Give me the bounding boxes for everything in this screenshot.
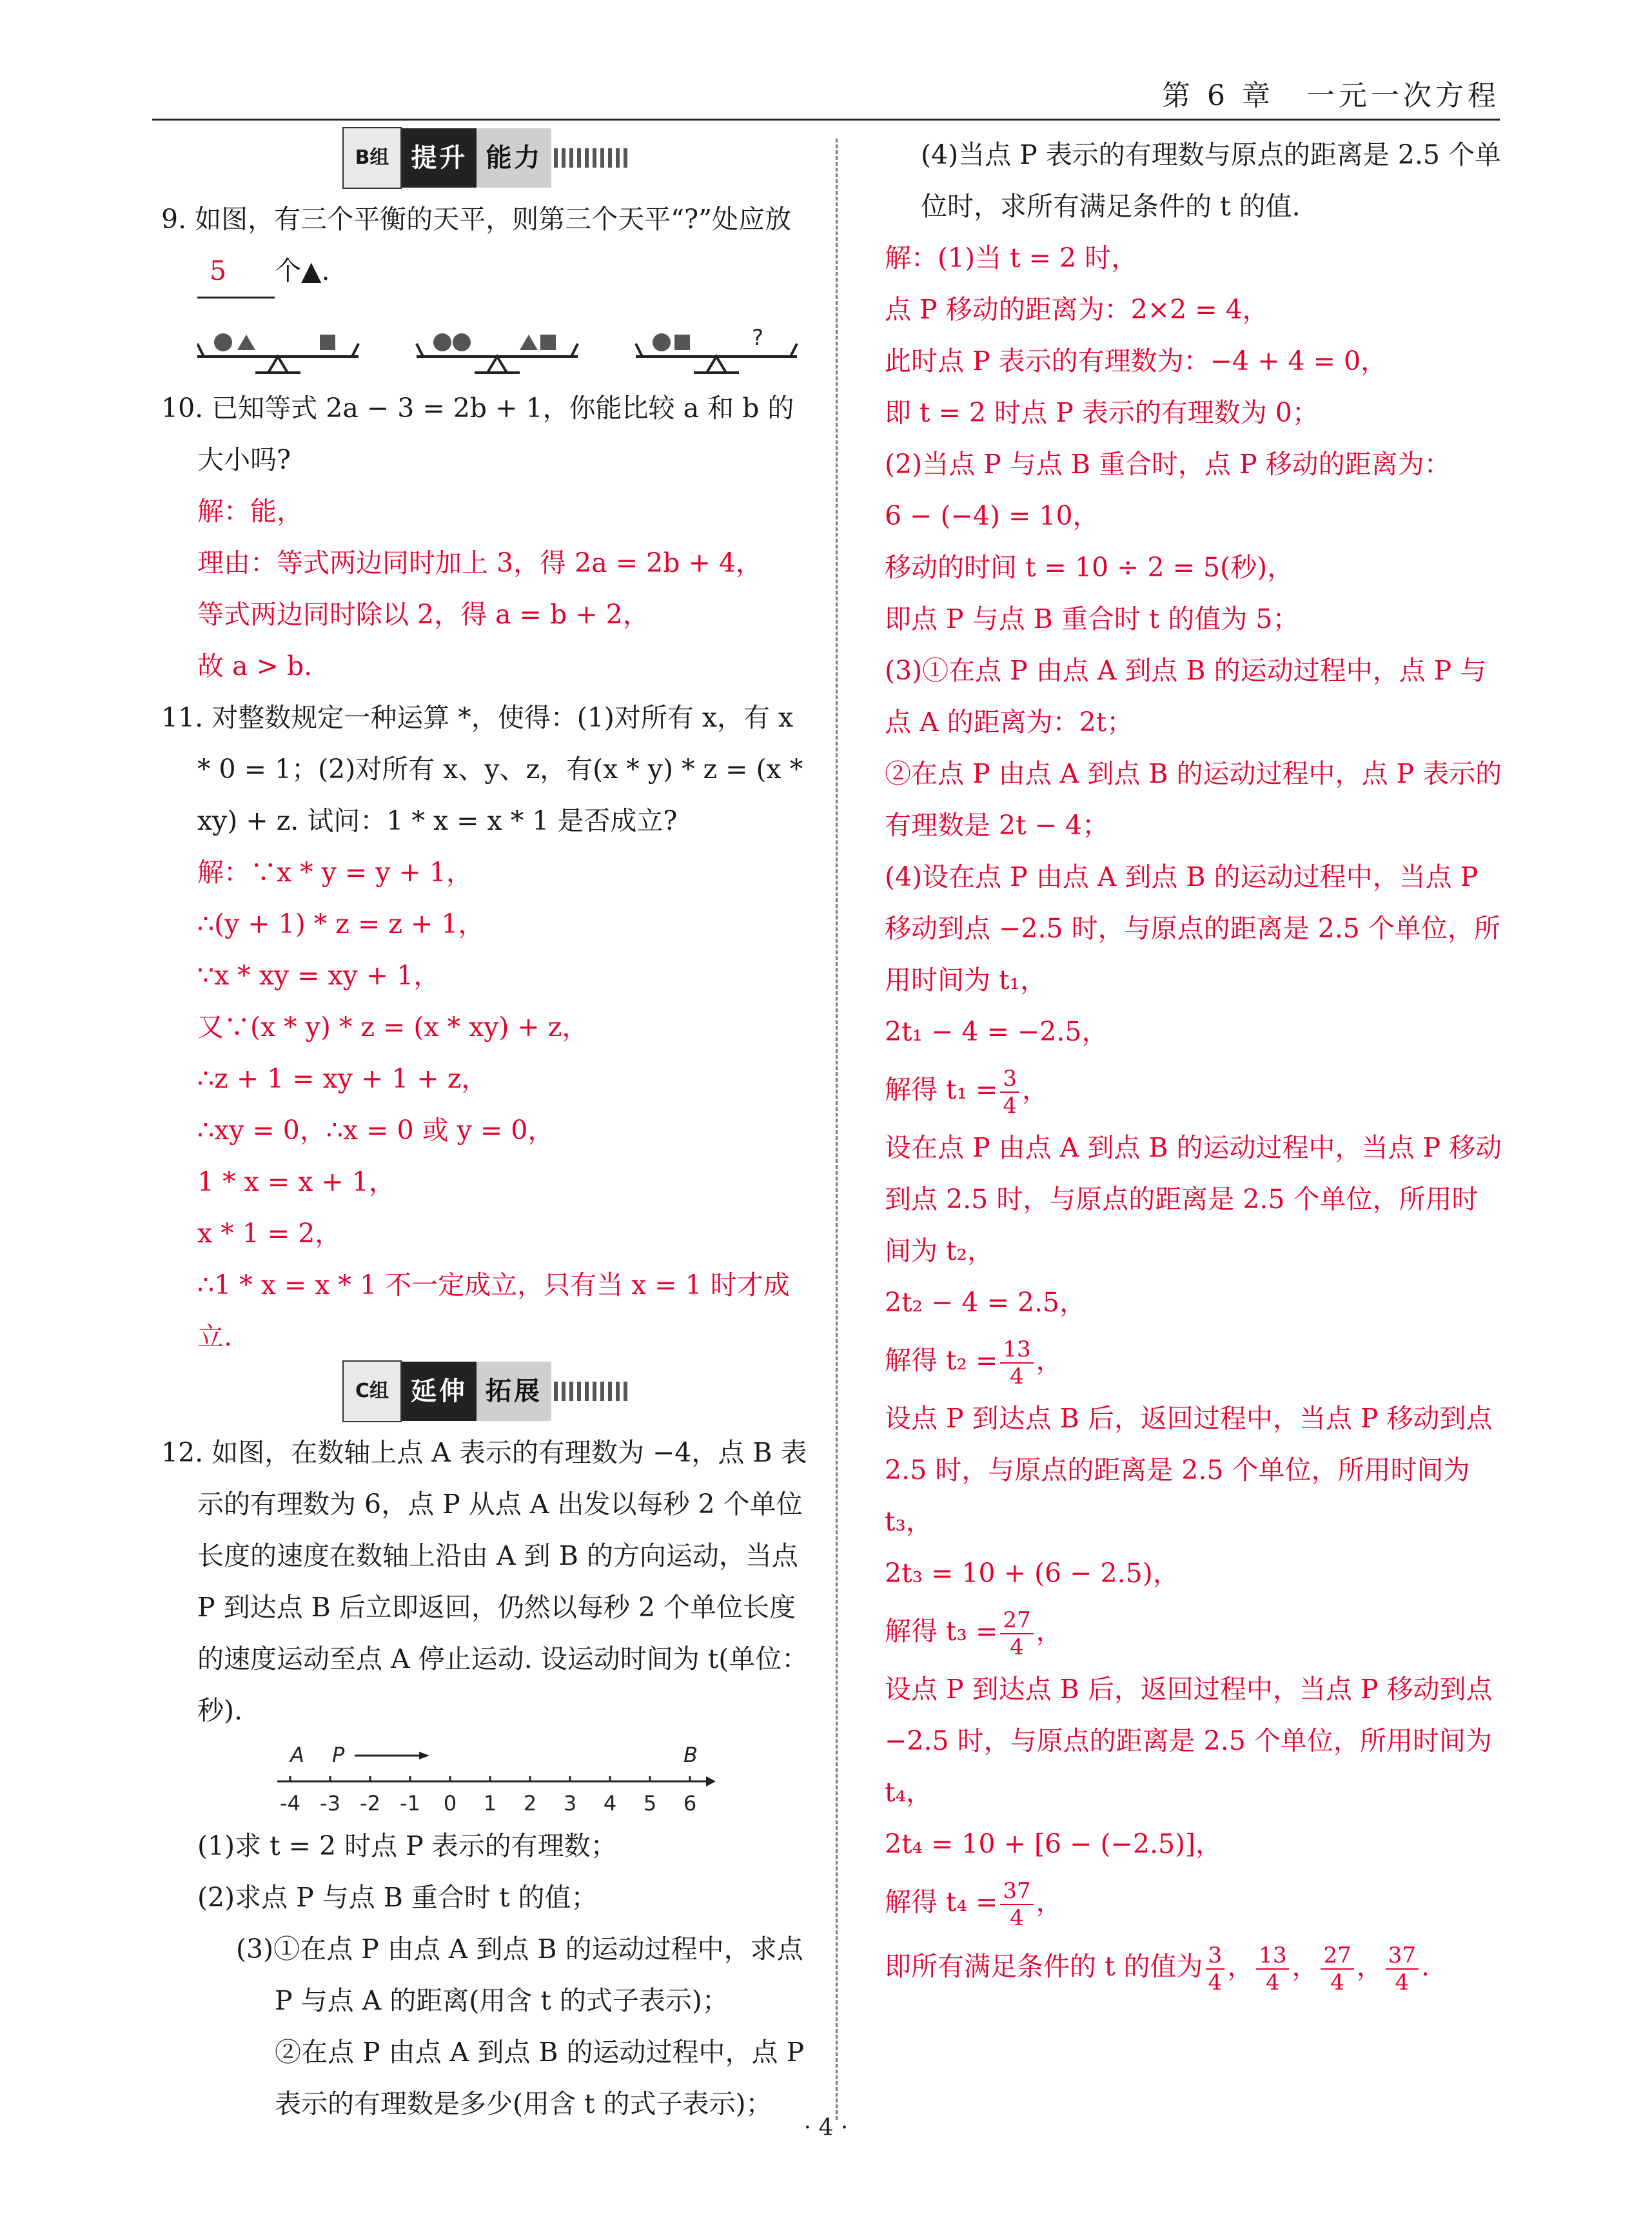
question-10: 10. 已知等式 2a − 3 = 2b + 1，你能比较 a 和 b 的大小吗? — [161, 393, 794, 475]
sol-line: 1 * x = x + 1， — [197, 1166, 395, 1197]
fraction — [1000, 1878, 1033, 1931]
sol-line: 设点 P 到达点 B 后，返回过程中，当点 P 移动到点 2.5 时，与原点的距离是 2.5 个单位，所用时间为 t₃， — [885, 1403, 1493, 1537]
denominator: 4 — [1330, 1969, 1344, 1995]
question-9 — [161, 193, 812, 299]
denominator: 4 — [1003, 1092, 1017, 1119]
solve-pre: 解得 t₁ = — [885, 1074, 998, 1105]
separator: ， — [1356, 1951, 1383, 1982]
fraction — [1000, 1607, 1033, 1660]
axis-arrow — [706, 1776, 716, 1787]
solve-t3 — [885, 1599, 1504, 1663]
banner-stripe — [554, 1382, 631, 1401]
banner-stripe — [554, 148, 631, 168]
part-3-2: ②在点 P 由点 A 到点 B 的运动过程中，点 P 表示的有理数是多少(用含 t 的式子表示)； — [275, 2037, 805, 2119]
sol-line: 2t₃ = 10 + (6 − 2.5)， — [885, 1558, 1179, 1589]
numerator: 27 — [1321, 1943, 1353, 1970]
numerator: 13 — [1000, 1337, 1033, 1364]
sol-line: ∵x * xy = xy + 1， — [197, 960, 440, 991]
part-3-1: (3)①在点 P 由点 A 到点 B 的运动过程中，求点 P 与点 A 的距离(用含 t 的式子表示)； — [236, 1934, 803, 2016]
triangle-shape — [237, 335, 255, 350]
sol-line: 又∵(x * y) * z = (x * xy) + z， — [197, 1012, 589, 1043]
solve-post: ， — [1036, 1886, 1063, 1917]
label-p: P — [332, 1743, 345, 1767]
fraction — [1256, 1943, 1289, 1995]
solve-t4 — [885, 1870, 1504, 1934]
solve-pre: 解得 t₂ = — [885, 1345, 998, 1376]
axis-tick-label: 6 — [683, 1791, 697, 1816]
sol-line: 2t₄ = 10 + [6 − (−2.5)]， — [885, 1828, 1223, 1859]
axis-tick-label: -2 — [360, 1791, 380, 1816]
question-mark: ? — [752, 325, 764, 351]
denominator: 4 — [1266, 1969, 1280, 1995]
sol-line: ∴xy = 0，∴x = 0 或 y = 0， — [197, 1115, 555, 1146]
sol-line: (4)设在点 P 由点 A 到点 B 的运动过程中，当点 P 移动到点 −2.5 时，与原点的距离是 2.5 个单位，所用时间为 t₁， — [885, 861, 1500, 995]
sol-line: (2)当点 P 与点 B 重合时，点 P 移动的距离为： — [885, 449, 1451, 480]
solve-t2 — [885, 1328, 1504, 1393]
sol-line: 移动的时间 t = 10 ÷ 2 = 5(秒)， — [885, 552, 1294, 583]
final-pre: 即所有满足条件的 t 的值为 — [885, 1951, 1203, 1982]
circle-shape — [214, 333, 232, 351]
sol-line: 理由：等式两边同时加上 3，得 2a = 2b + 4， — [197, 547, 762, 578]
circle-shape — [653, 333, 671, 351]
square-shape — [540, 335, 556, 350]
numerator: 27 — [1000, 1607, 1033, 1634]
sol-line: 此时点 P 表示的有理数为：−4 + 4 = 0， — [885, 346, 1388, 377]
solve-post: ， — [1036, 1616, 1063, 1647]
axis-tick-label: 5 — [643, 1791, 657, 1816]
sol-line: 6 − (−4) = 10， — [885, 500, 1099, 531]
final-end: . — [1421, 1951, 1430, 1982]
sol-line: 解：∵x * y = y + 1， — [197, 857, 473, 888]
fraction — [1206, 1943, 1225, 1995]
denominator: 4 — [1010, 1905, 1024, 1931]
part-4: (4)当点 P 表示的有理数与原点的距离是 2.5 个单位时，求所有满足条件的 t 的值. — [921, 139, 1501, 222]
sol-line: 设点 P 到达点 B 后，返回过程中，当点 P 移动到点 −2.5 时，与原点的距离是 2.5 个单位，所用时间为 t₄， — [885, 1674, 1493, 1808]
square-shape — [674, 335, 690, 350]
sol-line: 设在点 P 由点 A 到点 B 的运动过程中，当点 P 移动到点 2.5 时，与原点的距离是 2.5 个单位，所用时间为 t₂， — [885, 1132, 1502, 1266]
square-shape — [320, 335, 335, 350]
sol-line: 2t₂ − 4 = 2.5， — [885, 1287, 1087, 1318]
solve-post: ， — [1021, 1074, 1048, 1105]
axis-tick-label: 0 — [443, 1791, 457, 1816]
header-rule — [152, 119, 1500, 121]
separator: ， — [1292, 1951, 1319, 1982]
denominator: 4 — [1395, 1969, 1410, 1995]
part-1: (1)求 t = 2 时点 P 表示的有理数； — [197, 1830, 617, 1861]
fraction — [1000, 1066, 1019, 1119]
column-divider — [836, 139, 838, 2120]
numerator: 3 — [1206, 1943, 1225, 1970]
axis-tick-label: 1 — [483, 1791, 497, 1816]
axis-tick-label: 4 — [603, 1791, 617, 1816]
left-column — [161, 129, 812, 2130]
q11-solution — [161, 847, 812, 1362]
banner-word-1: 提升 — [402, 128, 477, 188]
chapter-header: 第 6 章 一元一次方程 — [1162, 79, 1500, 112]
label-a: A — [290, 1743, 304, 1767]
solve-pre: 解得 t₃ = — [885, 1616, 998, 1647]
numerator: 37 — [1386, 1943, 1419, 1970]
number-line — [277, 1736, 716, 1820]
banner-tag: C组 — [342, 1360, 402, 1422]
right-column — [885, 129, 1504, 1999]
q9-text-end: 个▲. — [275, 255, 330, 286]
numerator: 3 — [1000, 1066, 1019, 1093]
sol-line: 等式两边同时除以 2，得 a = b + 2， — [197, 599, 649, 630]
denominator: 4 — [1010, 1363, 1024, 1389]
numerator: 13 — [1256, 1943, 1289, 1970]
q12-parts — [161, 1820, 812, 2130]
circle-shape — [453, 333, 471, 351]
axis-tick-label: -3 — [320, 1791, 340, 1816]
sol-line: 点 P 移动的距离为：2×2 = 4， — [885, 294, 1269, 325]
sol-line: 2t₁ − 4 = −2.5， — [885, 1016, 1108, 1047]
question-11: 11. 对整数规定一种运算 *，使得：(1)对所有 x，有 x * 0 = 1；(2)对所有 x、y、z，有(x * y) * z = (x * xy) + z. 试问：1 * x = x * 1 是否成立? — [161, 702, 803, 836]
axis-tick-label: -4 — [280, 1791, 300, 1816]
part-2: (2)求点 P 与点 B 重合时 t 的值； — [197, 1882, 598, 1913]
sol-line: 故 a > b. — [197, 651, 313, 681]
circle-shape — [433, 333, 451, 351]
q9-answer: 5 — [197, 245, 275, 299]
fraction — [1000, 1337, 1033, 1389]
solve-pre: 解得 t₄ = — [885, 1886, 998, 1917]
fraction — [1321, 1943, 1353, 1995]
sol-line: x * 1 = 2， — [197, 1218, 342, 1249]
label-b: B — [683, 1743, 698, 1767]
banner-group-c — [161, 1362, 812, 1420]
denominator: 4 — [1010, 1634, 1024, 1660]
solve-post: ， — [1036, 1345, 1063, 1376]
balance-figures — [197, 299, 812, 382]
denominator: 4 — [1208, 1969, 1223, 1995]
fraction — [1386, 1943, 1419, 1995]
axis-tick-label: 2 — [523, 1791, 537, 1816]
axis-tick-label: 3 — [563, 1791, 577, 1816]
sol-line: ②在点 P 由点 A 到点 B 的运动过程中，点 P 表示的有理数是 2t − 4； — [885, 758, 1502, 841]
axis-tick-label: -1 — [400, 1791, 420, 1816]
banner-tag: B组 — [342, 127, 402, 189]
q9-text: 9. 如图，有三个平衡的天平，则第三个天平“?”处应放 — [161, 204, 792, 235]
question-12: 12. 如图，在数轴上点 A 表示的有理数为 −4，点 B 表示的有理数为 6，点 P 从点 A 出发以每秒 2 个单位长度的速度在数轴上沿由 A 到 B 的方向运动，当点 P 到达点 B 后立即返回，仍然以每秒 2 个单位长度的速度运动至点 A 停止运动. 设运动时间为 t(单位：秒). — [161, 1437, 809, 1726]
sol-line: (3)①在点 P 由点 A 到点 B 的运动过程中，点 P 与点 A 的距离为：2t； — [885, 655, 1487, 738]
numerator: 37 — [1000, 1878, 1033, 1905]
sol-line: 解：能， — [197, 496, 303, 527]
sol-line: ∴z + 1 = xy + 1 + z， — [197, 1063, 488, 1094]
q10-solution — [161, 485, 812, 692]
banner-word-2: 能力 — [477, 128, 551, 188]
sol-line: 即 t = 2 时点 P 表示的有理数为 0； — [885, 397, 1319, 428]
sol-line: 即点 P 与点 B 重合时 t 的值为 5； — [885, 603, 1299, 634]
sol-line: 解：(1)当 t = 2 时， — [885, 242, 1138, 273]
sol-line: ∴(y + 1) * z = z + 1， — [197, 908, 485, 939]
q12-solution — [885, 232, 1504, 1999]
motion-arrow-head — [419, 1752, 429, 1759]
banner-group-b — [161, 129, 812, 187]
solve-t1 — [885, 1057, 1504, 1122]
triangle-shape — [520, 335, 538, 350]
separator: ， — [1227, 1951, 1254, 1982]
banner-word-1: 延伸 — [402, 1362, 477, 1421]
final-answer — [885, 1934, 1504, 1999]
page-number: · 4 · — [803, 2115, 849, 2141]
balance-scales-illustration — [197, 299, 816, 382]
number-line-figure — [277, 1736, 812, 1820]
sol-line: ∴1 * x = x * 1 不一定成立，只有当 x = 1 时才成立. — [197, 1269, 790, 1352]
banner-word-2: 拓展 — [477, 1362, 551, 1421]
